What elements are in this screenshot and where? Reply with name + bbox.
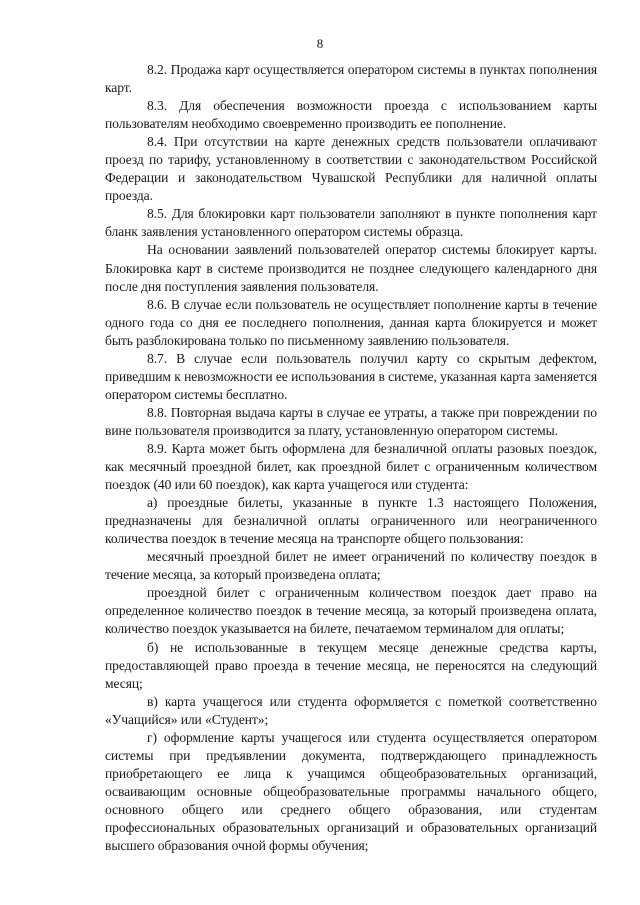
paragraph-8-3: 8.3. Для обеспечения возможности проезда с использованием карты пользователям необходимо своевременно производить ее пополнение. [105, 98, 597, 132]
paragraph-8-5-continued: На основании заявлений пользователей оператор системы блокирует карты. Блокировка карт в системе производится не позднее следующего календарного дня после дня поступления заявления пользователя. [105, 242, 597, 294]
paragraph-monthly-ticket: месячный проездной билет не имеет ограничений по количеству поездок в течение месяца, за который произведена оплата; [105, 549, 597, 583]
document-body [105, 61, 597, 855]
paragraph-8-2: 8.2. Продажа карт осуществляется оператором системы в пунктах пополнения карт. [105, 62, 597, 96]
paragraph-8-9-a: а) проездные билеты, указанные в пункте 1.3 настоящего Положения, предназначены для безналичной оплаты ограниченного или неограниченного количества поездок в течение месяца на транспорте общего пользования: [105, 495, 597, 547]
paragraph-limited-ticket: проездной билет с ограниченным количеством поездок дает право на определенное количество поездок в течение месяца, за который произведена оплата, количество поездок указывается на билете, печатаемом терминалом для оплаты; [105, 585, 597, 637]
paragraph-8-7: 8.7. В случае если пользователь получил карту со скрытым дефектом, приведшим к невозможности ее использования в системе, указанная карта заменяется оператором системы бесплатно. [105, 350, 597, 402]
page-number: 8 [316, 36, 324, 51]
paragraph-8-8: 8.8. Повторная выдача карты в случае ее утраты, а также при повреждении по вине пользователя производится за плату, установленную оператором системы. [105, 404, 597, 438]
paragraph-8-9-g: г) оформление карты учащегося или студента осуществляется оператором системы при предъявлении документа, подтверждающего принадлежность приобретающего ее лица к учащимся общеобразовательных организаций, осваивающим основные общеобразовательные программы начального общего, основного общего или среднего общего образования, или студентам профессиональных образовательных организаций и образовательных организаций высшего образования очной формы обучения; [105, 729, 597, 854]
paragraph-8-9-v: в) карта учащегося или студента оформляется с пометкой соответственно «Учащийся» или «Студент»; [105, 693, 597, 727]
paragraph-8-4: 8.4. При отсутствии на карте денежных средств пользователи оплачивают проезд по тарифу, установленному в соответствии с законодательством Российской Федерации и законодательством Чувашской Республики для наличной оплаты проезда. [105, 134, 597, 204]
paragraph-8-5: 8.5. Для блокировки карт пользователи заполняют в пункте пополнения карт бланк заявления установленного оператором системы образца. [105, 206, 597, 240]
paragraph-8-6: 8.6. В случае если пользователь не осуществляет пополнение карты в течение одного года со дня ее последнего пополнения, данная карта блокируется и может быть разблокирована только по письменному заявлению пользователя. [105, 296, 597, 348]
paragraph-8-9: 8.9. Карта может быть оформлена для безналичной оплаты разовых поездок, как месячный проездной билет, как проездной билет с ограниченным количеством поездок (40 или 60 поездок), как карта учащегося или студента: [105, 440, 597, 493]
paragraph-8-9-b: б) не использованные в текущем месяце денежные средства карты, предоставляющей право проезда в течение месяца, не переносятся на следующий месяц; [105, 639, 597, 691]
